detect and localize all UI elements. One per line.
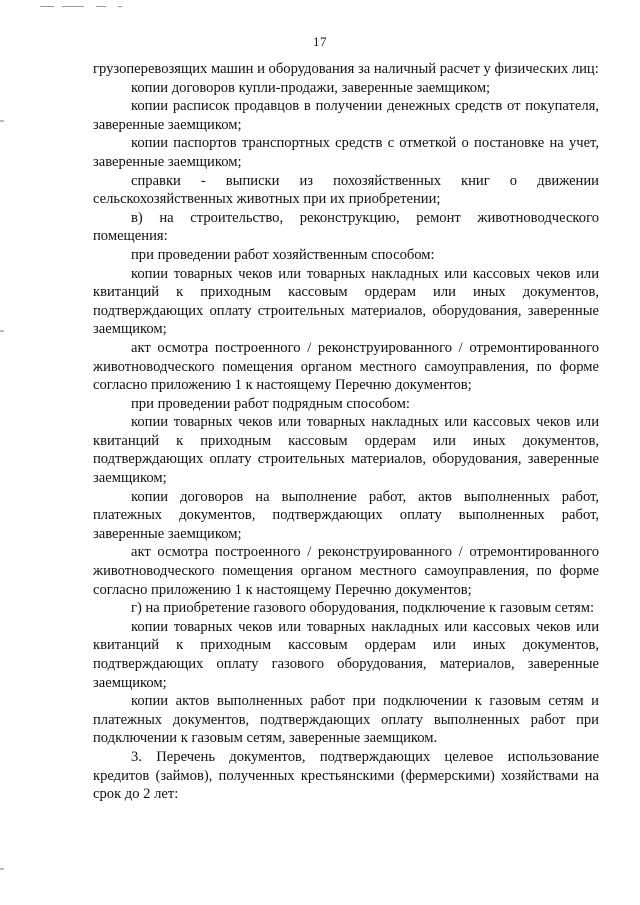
paragraph: копии договоров купли-продажи, заверенные заемщиком; [131, 79, 491, 96]
paragraph: копии договоров на выполнение работ, актов выполненных работ, платежных документов, подтверждающих оплату выполненных работ, заверенные заемщиком; [93, 488, 599, 542]
paragraph: 3. Перечень документов, подтверждающих целевое использование кредитов (займов), полученных крестьянскими (фермерскими) хозяйствами на срок до 2 лет: [93, 748, 599, 803]
scan-edge-mark [0, 120, 4, 122]
paragraph: копии товарных чеков или товарных накладных или кассовых чеков или квитанций к приходным кассовым ордерам или иных документов, подтверждающих оплату строительных материалов, оборудования, заверенные заемщиком; [93, 414, 599, 487]
paragraph: справки - выписки из похозяйственных книг о движении сельскохозяйственных животных при их приобретении; [93, 172, 599, 208]
paragraph: при проведении работ хозяйственным способом: [131, 246, 435, 263]
paragraph: акт осмотра построенного / реконструированного / отремонтированного животноводческого помещения органом местного самоуправления, по форме согласно приложению 1 к настоящему Перечню документов; [93, 339, 599, 394]
document-body [93, 60, 599, 804]
paragraph: г) на приобретение газового оборудования, подключение к газовым сетям: [131, 600, 595, 617]
paragraph: копии расписок продавцов в получении денежных средств от покупателя, заверенные заемщиком; [93, 98, 599, 133]
paragraph: акт осмотра построенного / реконструированного / отремонтированного животноводческого помещения органом местного самоуправления, по форме согласно приложению 1 к настоящему Перечню документов; [93, 544, 599, 598]
paragraph: копии актов выполненных работ при подключении к газовым сетям и платежных документов, подтверждающих оплату выполненных работ при подключении к газовым сетям, заверенные заемщиком. [93, 693, 599, 747]
scan-edge-line [40, 6, 54, 7]
scan-edge-line [62, 6, 84, 7]
paragraph: копии товарных чеков или товарных накладных или кассовых чеков или квитанций к приходным кассовым ордерам или иных документов, подтверждающих оплату газового оборудования, материалов, заверенные заемщиком; [93, 618, 599, 691]
scan-edge-line [118, 6, 122, 7]
paragraph: грузоперевозящих машин и оборудования за наличный расчет у физических лиц: [93, 61, 599, 77]
paragraph: копии паспортов транспортных средств с отметкой о постановке на учет, заверенные заемщиком; [93, 135, 599, 170]
paragraph: в) на строительство, реконструкцию, ремонт животноводческого помещения: [93, 209, 599, 245]
page-number: 17 [313, 34, 327, 49]
paragraph: при проведении работ подрядным способом: [131, 395, 410, 412]
scan-edge-mark [0, 330, 4, 332]
scan-edge-mark [0, 868, 4, 870]
paragraph: копии товарных чеков или товарных накладных или кассовых чеков или квитанций к приходным кассовым ордерам или иных документов, подтверждающих оплату строительных материалов, оборудования, заверенные заемщиком; [93, 265, 599, 338]
scan-edge-line [96, 6, 106, 7]
